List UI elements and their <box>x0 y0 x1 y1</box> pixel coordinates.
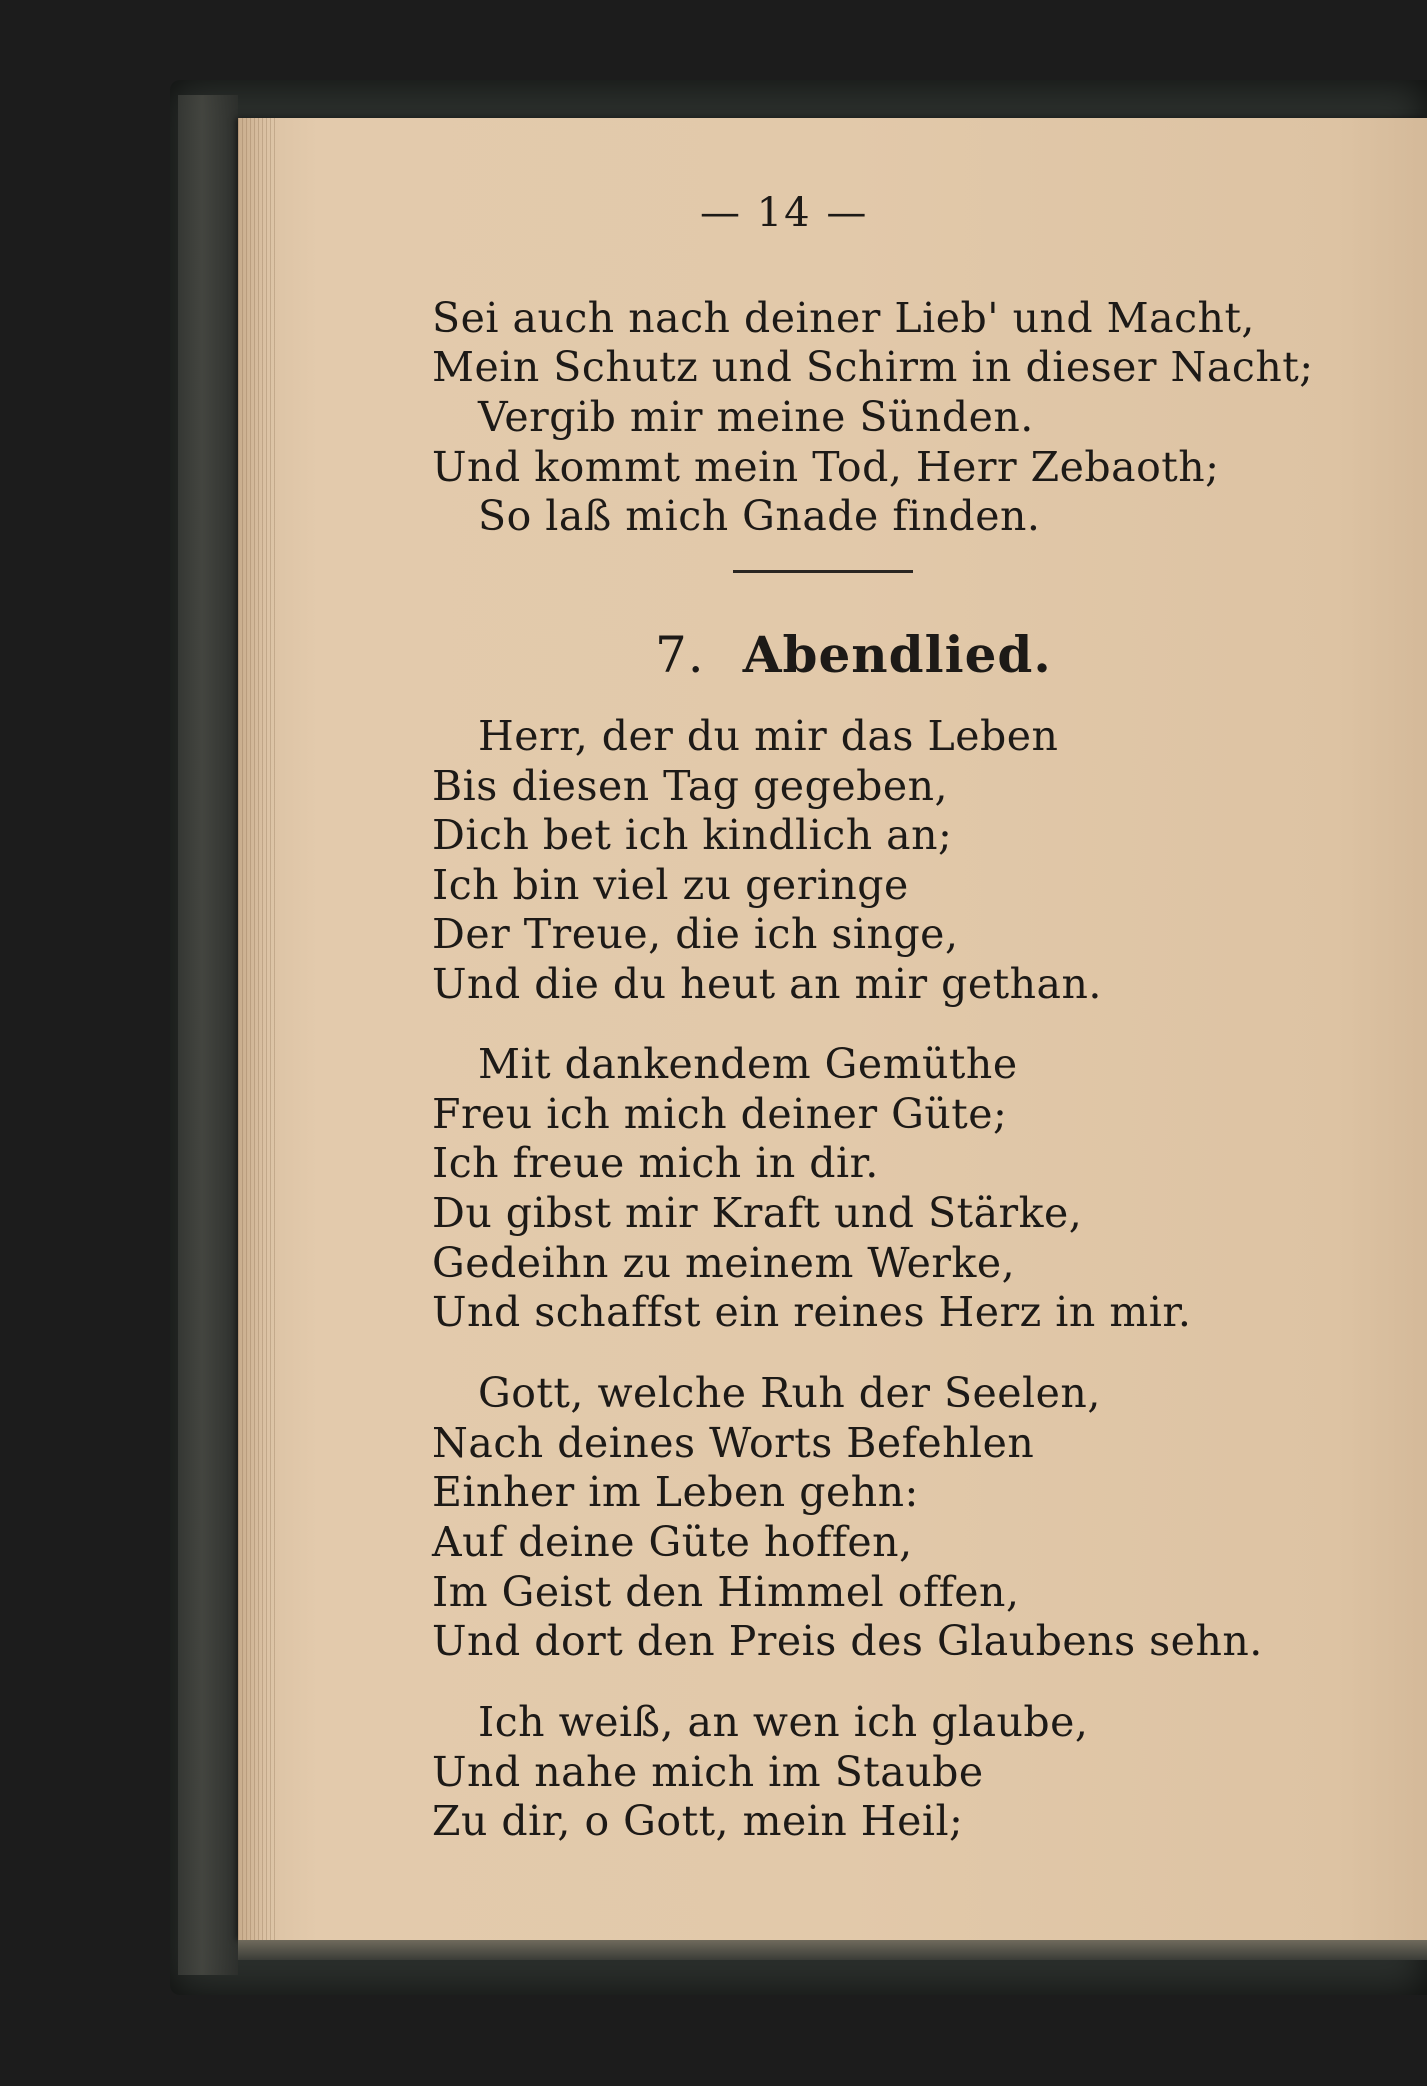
stanza-line: Und dort den Preis des Glaubens sehn. <box>432 1617 1263 1665</box>
hymn-heading <box>655 625 1052 684</box>
stanza-line: Ich bin viel zu geringe <box>432 861 909 909</box>
stanza-line: Ich freue mich in dir. <box>432 1139 879 1187</box>
stanza-line: Der Treue, die ich singe, <box>432 910 959 958</box>
stanza-line: Einher im Leben gehn: <box>432 1468 919 1516</box>
stanza-line: Im Geist den Himmel offen, <box>432 1568 1020 1616</box>
stanza-line: Dich bet ich kindlich an; <box>432 811 953 859</box>
stanza-line: Mit dankendem Gemüthe <box>478 1040 1018 1088</box>
verse-line: Vergib mir meine Sünden. <box>478 393 1034 441</box>
stanza-line: Und schaffst ein reines Herz in mir. <box>432 1288 1192 1336</box>
stanza-line: Nach deines Worts Befehlen <box>432 1419 1035 1467</box>
verse-line: So laß mich Gnade finden. <box>478 492 1041 540</box>
stanza-line: Du gibst mir Kraft und Stärke, <box>432 1189 1083 1237</box>
section-divider <box>733 570 913 573</box>
hymn-number: 7. <box>655 626 705 684</box>
stanza-line: Gedeihn zu meinem Werke, <box>432 1239 1016 1287</box>
verse-line: Sei auch nach deiner Lieb' und Macht, <box>432 294 1255 342</box>
stanza-line: Freu ich mich deiner Güte; <box>432 1090 1008 1138</box>
stanza-line: Auf deine Güte hoffen, <box>432 1518 913 1566</box>
verse-line: Und kommt mein Tod, Herr Zebaoth; <box>432 443 1220 491</box>
hymn-title: Abendlied. <box>742 625 1052 684</box>
stanza-line: Herr, der du mir das Leben <box>478 712 1059 760</box>
page-number: — 14 — <box>700 190 869 236</box>
stanza-line: Gott, welche Ruh der Seelen, <box>478 1369 1101 1417</box>
stanza-line: Und nahe mich im Staube <box>432 1748 984 1796</box>
stanza-line: Und die du heut an mir gethan. <box>432 960 1102 1008</box>
stanza-line: Bis diesen Tag gegeben, <box>432 762 949 810</box>
stanza-line: Ich weiß, an wen ich glaube, <box>478 1698 1089 1746</box>
stanza-line: Zu dir, o Gott, mein Heil; <box>432 1797 964 1845</box>
verse-line: Mein Schutz und Schirm in dieser Nacht; <box>432 343 1314 391</box>
